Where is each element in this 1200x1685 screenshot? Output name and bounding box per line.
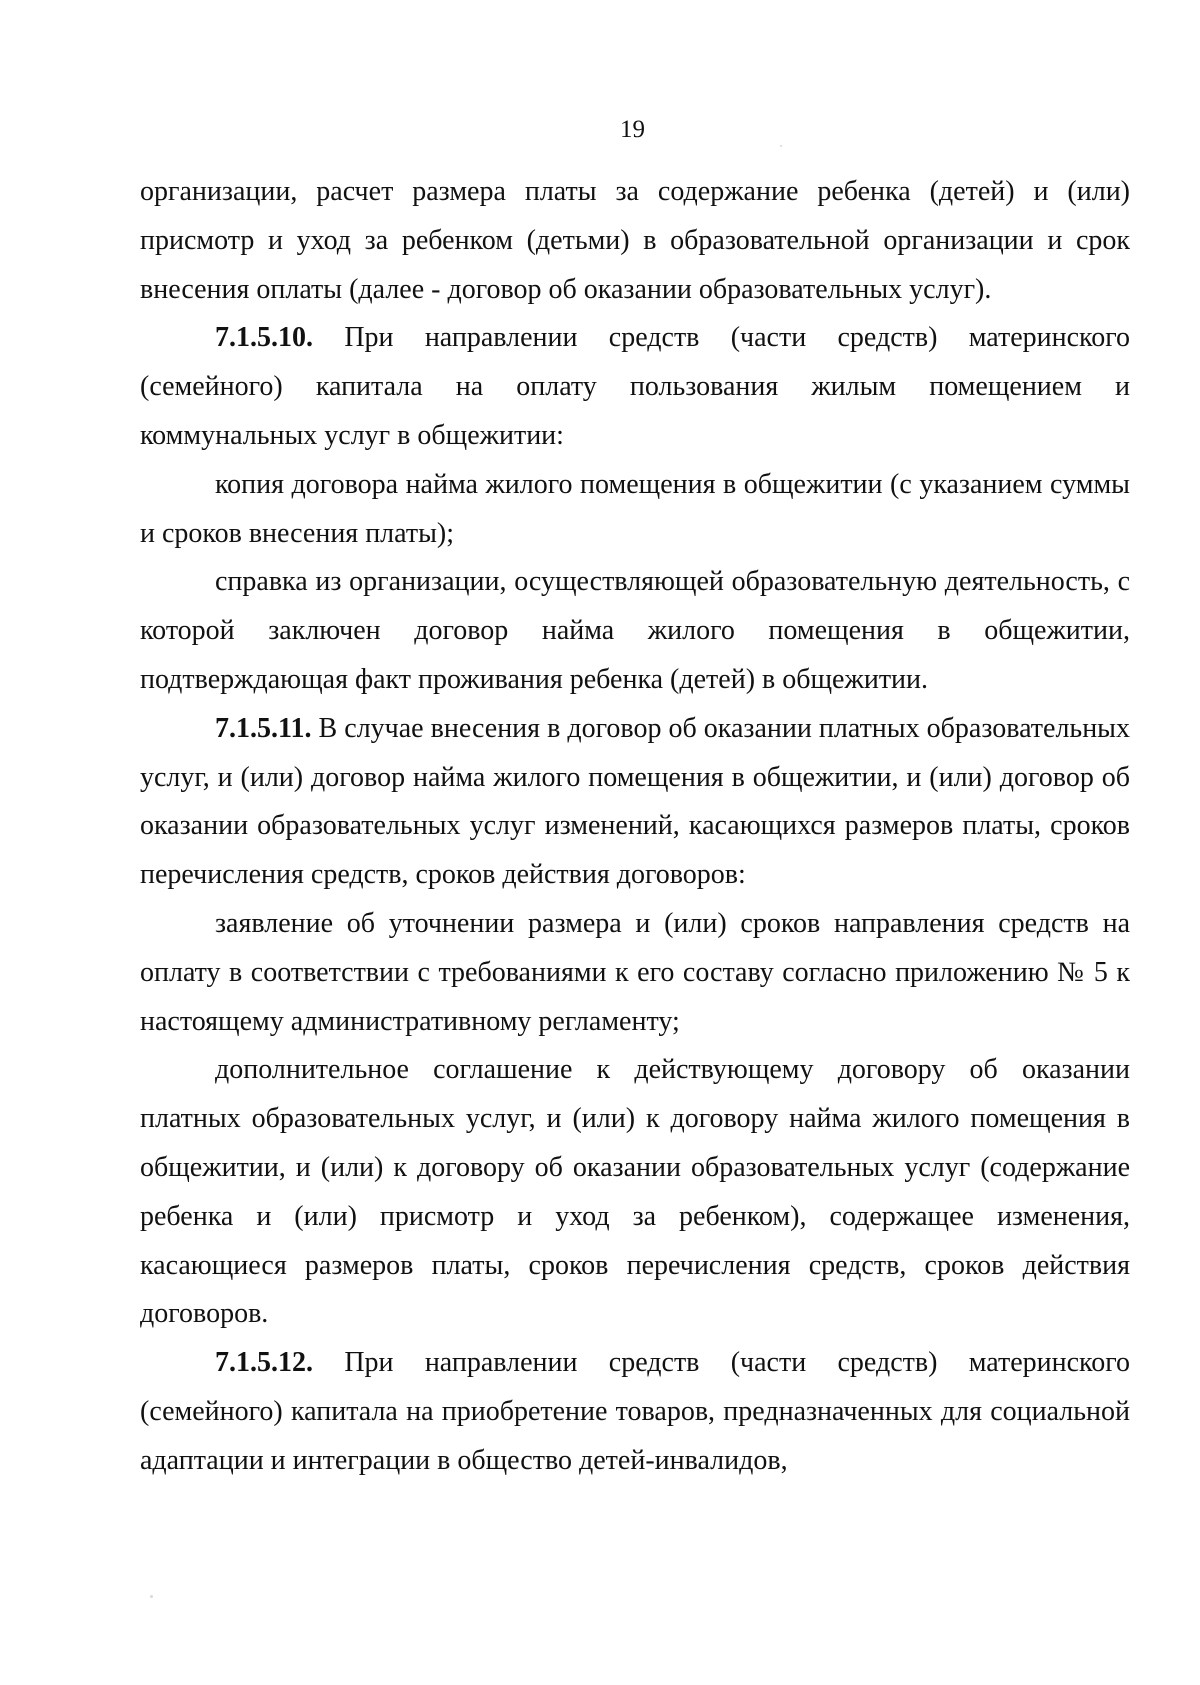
document-body — [140, 168, 1130, 1486]
paragraph-text: справка из организации, осуществляющей образовательную деятельность, с которой заключен договор найма жилого помещения в общежитии, подтверждающая факт проживания ребенка (детей) в общежитии. — [140, 566, 1130, 695]
paragraph-list-entry — [140, 461, 1130, 559]
item-number: 7.1.5.11. — [215, 712, 312, 744]
paragraph-list-entry — [140, 558, 1130, 704]
paragraph-text: организации, расчет размера платы за содержание ребенка (детей) и (или) присмотр и уход за ребенком (детьми) в образовательной организации и срок внесения оплаты (далее - договор об оказании образовательных услуг). — [140, 176, 1130, 305]
paragraph-item-7-1-5-11 — [140, 705, 1130, 900]
paragraph-item-7-1-5-12 — [140, 1339, 1130, 1485]
item-number: 7.1.5.10. — [215, 322, 313, 354]
scan-speck — [780, 145, 782, 147]
paragraph-list-entry — [140, 900, 1130, 1046]
paragraph-text: При направлении средств (части средств) материнского (семейного) капитала на приобретение товаров, предназначенных для социальной адаптации и интеграции в общество детей-инвалидов, — [140, 1347, 1131, 1476]
paragraph-continuation — [140, 168, 1130, 314]
scan-speck — [150, 1595, 153, 1598]
page-number: 19 — [620, 116, 645, 143]
paragraph-text: При направлении средств (части средств) материнского (семейного) капитала на оплату пользования жилым помещением и коммунальных услуг в общежитии: — [140, 322, 1131, 451]
paragraph-item-7-1-5-10 — [140, 314, 1130, 460]
paragraph-text: дополнительное соглашение к действующему договору об оказании платных образовательных услуг, и (или) к договору найма жилого помещения в общежитии, и (или) к договору об оказании образовательных услуг (содержание ребенка и (или) присмотр и уход за ребенком), содержащее изменения, касающиеся размеров платы, сроков перечисления средств, сроков действия договоров. — [140, 1054, 1130, 1330]
paragraph-list-entry — [140, 1046, 1130, 1339]
paragraph-text: В случае внесения в договор об оказании платных образовательных услуг, и (или) договор найма жилого помещения в общежитии, и (или) договор об оказании образовательных услуг изменений, касающихся размеров платы, сроков перечисления средств, сроков действия договоров: — [140, 712, 1130, 891]
paragraph-text: заявление об уточнении размера и (или) сроков направления средств на оплату в соответствии с требованиями к его составу согласно приложению № 5 к настоящему административному регламенту; — [140, 907, 1130, 1037]
paragraph-text: копия договора найма жилого помещения в общежитии (с указанием суммы и сроков внесения платы); — [140, 468, 1130, 549]
item-number: 7.1.5.12. — [215, 1347, 313, 1379]
